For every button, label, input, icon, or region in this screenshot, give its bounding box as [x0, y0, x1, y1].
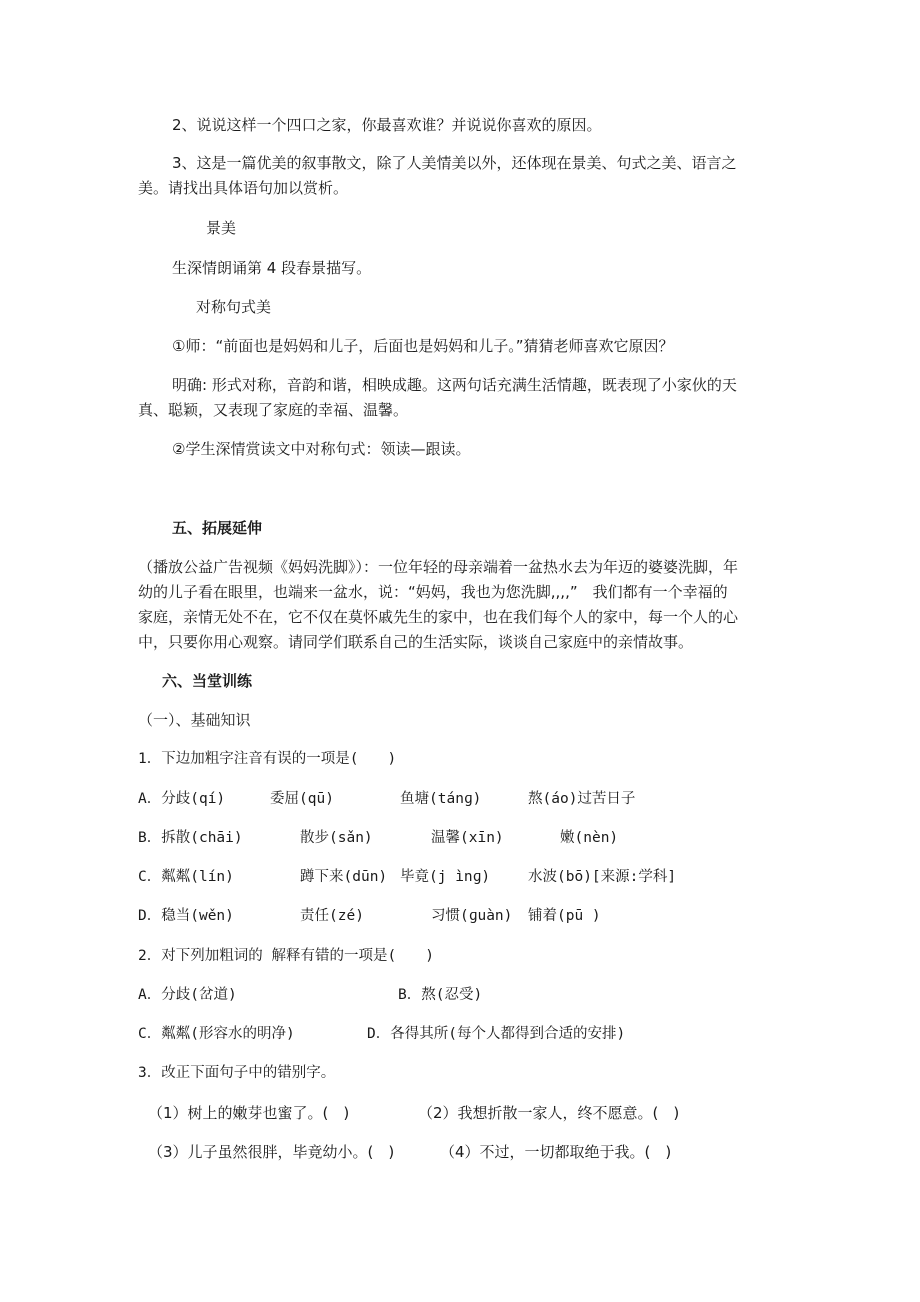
section-5-line-1: （播放公益广告视频《妈妈洗脚》）：一位年轻的母亲端着一盆热水去为年迈的婆婆洗脚，年: [138, 558, 739, 576]
option-b-4: 嫩(nèn): [560, 830, 619, 846]
option-b-2: 散步(sǎn): [300, 830, 373, 846]
option-c-2: 蹲下来(dūn): [300, 869, 388, 885]
exercise-3-sentence-3: （3）儿子虽然很胖，毕竟幼小。( ): [148, 1143, 395, 1161]
section-5-title: 五、拓展延伸: [172, 519, 263, 537]
exercise-3-sentence-1: （1）树上的嫩芽也蜜了。( ): [148, 1104, 350, 1122]
option-a-4: 熬(áo)过苦日子: [528, 791, 636, 807]
exercise-3-sentence-2: （2）我想折散一家人，终不愿意。( ): [418, 1104, 680, 1122]
section-5-line-3: 家庭，亲情无处不在，它不仅在莫怀戚先生的家中，也在我们每个人的家中，每一个人的心: [138, 608, 739, 626]
option-c-1: C．粼粼(lín): [138, 869, 234, 885]
basic-knowledge-heading: （一）、基础知识: [138, 711, 251, 729]
option-b-1: B．拆散(chāi): [138, 830, 243, 846]
exercise-2-option-d: D．各得其所(每个人都得到合适的安排): [367, 1026, 626, 1042]
option-d-2: 责任(zé): [300, 908, 364, 924]
scenery-text: 生深情朗诵第 4 段春景描写。: [172, 259, 372, 277]
answer-line-1: 明确: 形式对称，音韵和谐，相映成趣。这两句话充满生活情趣，既表现了小家伙的天: [172, 376, 737, 394]
question-3-line-1: 3、这是一篇优美的叙事散文，除了人美情美以外，还体现在景美、句式之美、语言之: [172, 154, 737, 172]
option-d-3: 习惯(ɡuàn): [431, 908, 513, 924]
option-b-3: 温馨(xīn): [431, 830, 504, 846]
exercise-2-option-c: C．粼粼(形容水的明净): [138, 1026, 295, 1042]
section-6-title: 六、当堂训练: [162, 672, 253, 690]
exercise-2-stem: 2．对下列加粗词的 解释有错的一项是( ): [138, 948, 434, 964]
option-d-1: D．稳当(wěn): [138, 908, 234, 924]
question-3-line-2: 美。请找出具体语句加以赏析。: [138, 179, 349, 197]
option-a-2: 委屈(qū): [270, 791, 334, 807]
exercise-2-option-a: A．分歧(岔道): [138, 987, 237, 1003]
option-a-3: 鱼塘(tánɡ): [400, 791, 482, 807]
section-5-line-2: 幼的儿子看在眼里，也端来一盆水，说：“妈妈，我也为您洗脚,,,,” 我们都有一个幸福的: [138, 583, 728, 601]
section-5-line-4: 中，只要你用心观察。请同学们联系自己的生活实际，谈谈自己家庭中的亲情故事。: [138, 633, 694, 651]
item-2: ②学生深情赏读文中对称句式：领读—跟读。: [172, 440, 471, 458]
exercise-2-option-b: B．熬(忍受): [398, 987, 483, 1003]
option-c-3: 毕竟(j ìnɡ): [400, 869, 491, 885]
exercise-1-stem: 1．下边加粗字注音有误的一项是( ): [138, 751, 397, 767]
exercise-3-stem: 3．改正下面句子中的错别字。: [138, 1065, 336, 1081]
item-1: ①师：“前面也是妈妈和儿子，后面也是妈妈和儿子。”猜猜老师喜欢它原因？: [172, 337, 674, 355]
option-d-4: 铺着(pū ): [528, 908, 601, 924]
scenery-heading: 景美: [206, 219, 237, 237]
exercise-3-sentence-4: （4）不过，一切都取绝于我。( ): [440, 1143, 672, 1161]
option-c-4: 水波(bō)[来源:学科]: [528, 869, 677, 885]
question-2: 2、说说这样一个四口之家，你最喜欢谁？并说说你喜欢的原因。: [172, 116, 602, 134]
answer-line-2: 真、聪颖，又表现了家庭的幸福、温馨。: [138, 401, 409, 419]
option-a-1: A．分歧(qí): [138, 791, 226, 807]
symmetry-heading: 对称句式美: [196, 298, 272, 316]
